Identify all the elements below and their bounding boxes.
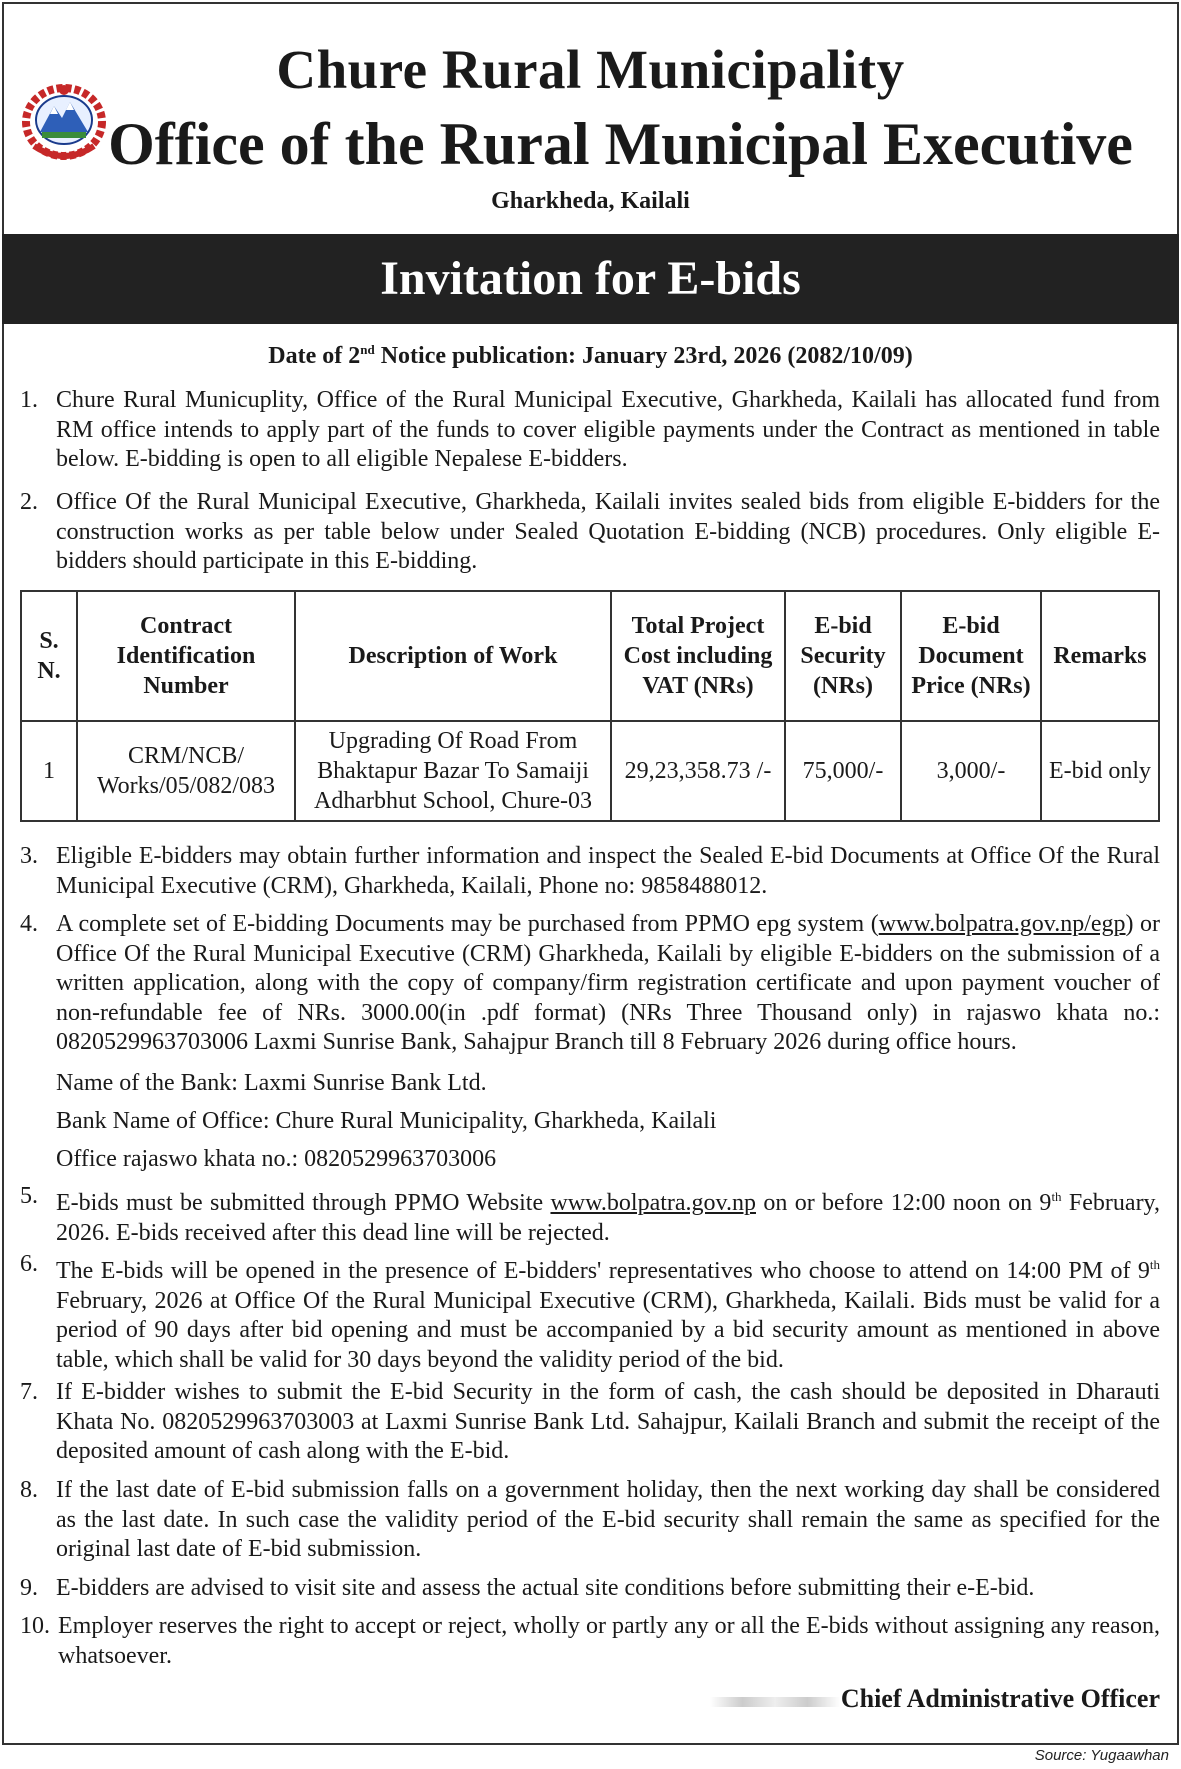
clause-8: 8. If the last date of E-bid submission falls on a government holiday, then the next working day shall be considered as the last date. In such case the validity period of the E-bid security shall remain the same as specified for the original last date of E-bid submission. (20, 1477, 1160, 1562)
cell-description: Upgrading Of Road From Bhaktapur Bazar To Samaiji Adharbhut School, Chure-03 (295, 721, 611, 821)
table-header-row (21, 591, 1159, 721)
table-row (21, 721, 1159, 821)
cell-contract-id: CRM/NCB/ Works/05/082/083 (77, 721, 295, 821)
clause-6: 6. The E-bids will be opened in the presence of E-bidders' representatives who choose to attend on 14:00 PM of 9th February, 2026 at Office Of the Rural Municipal Executive (CRM), Gharkheda, Kailali. Bids must be valid for a period of 90 days after bid opening and must be accompanied by a bid security amount as mentioned in above table, which shall be valid for 30 days beyond the validity period of the bid. (20, 1251, 1160, 1373)
municipality-name: Chure Rural Municipality (276, 39, 905, 100)
clause-2: 2. Office Of the Rural Municipal Executive, Gharkheda, Kailali invites sealed bids from eligible E-bidders for the construction works as per table below under Sealed Quotation E-bidding (NCB) procedures. Only eligible E-bidders should participate in this E-bidding. (20, 489, 1160, 574)
clause-10: 10. Employer reserves the right to accept or reject, wholly or partly any or all the E-bids without assigning any reason, whatsoever. (20, 1613, 1160, 1669)
col-description: Description of Work (295, 591, 611, 721)
invitation-banner: Invitation for E-bids (2, 234, 1179, 324)
clause-9: 9. E-bidders are advised to visit site and assess the actual site conditions before submitting their e-E-bid. (20, 1575, 1035, 1601)
bolpatra-link[interactable]: www.bolpatra.gov.np (550, 1190, 756, 1216)
signatory-title: Chief Administrative Officer (840, 1684, 1160, 1713)
notice-date: Date of 2nd Notice publication: January 23rd, 2026 (2082/10/09) (268, 342, 913, 369)
clause-7: 7. If E-bidder wishes to submit the E-bid Security in the form of cash, the cash should be deposited in Dharauti Khata No. 0820529963703003 at Laxmi Sunrise Bank Ltd. Sahajpur, Kailali Branch and submit the receipt of the deposited amount of cash along with the E-bid. (20, 1379, 1160, 1464)
clause-5: 5. E-bids must be submitted through PPMO Website www.bolpatra.gov.np on or before 12:00 noon on 9th February, 2026. E-bids received after this dead line will be rejected. (20, 1183, 1160, 1246)
bolpatra-egp-link[interactable]: www.bolpatra.gov.np/egp (878, 911, 1126, 937)
clause-3: 3. Eligible E-bidders may obtain further information and inspect the Sealed E-bid Documents at Office Of the Rural Municipal Executive (CRM), Gharkheda, Kailali, Phone no: 9858488012. (20, 843, 1160, 899)
cell-total-cost: 29,23,358.73 /- (611, 721, 785, 821)
cell-sn: 1 (21, 721, 77, 821)
cell-document-price: 3,000/- (901, 721, 1041, 821)
clause-4: 4. A complete set of E-bidding Documents may be purchased from PPMO epg system (www.bolpatra.gov.np/egp) or Office Of the Rural Municipal Executive (CRM) Gharkheda, Kailali by eligible E-bidders on the submission of a written application, along with the copy of company/firm registration certificate and upon payment voucher of non-refundable fee of NRs. 3000.00(in .pdf format) (NRs Three Thousand only) in rajaswo khata no.: 0820529963703006 Laxmi Sunrise Bank, Sahajpur Branch till 8 February 2026 during office hours. (20, 911, 1161, 1055)
clause-1: 1. Chure Rural Municuplity, Office of the Rural Municipal Executive, Gharkheda, Kailali has allocated fund from RM office intends to apply part of the funds to cover eligible payments under the Contract as mentioned in table below. E-bidding is open to all eligible Nepalese E-bidders. (20, 387, 1160, 472)
office-name: Office of the Rural Municipal Executive (108, 111, 1133, 177)
bank-name: Name of the Bank: Laxmi Sunrise Bank Ltd. (56, 1070, 487, 1096)
col-contract-id: Contract Identification Number (77, 591, 295, 721)
col-sn: S. N. (21, 591, 77, 721)
signature-mark (710, 1697, 840, 1707)
cell-bid-security: 75,000/- (785, 721, 901, 821)
col-total-cost: Total Project Cost including VAT (NRs) (611, 591, 785, 721)
cell-remarks: E-bid only (1041, 721, 1159, 821)
bid-table (20, 590, 1160, 822)
col-bid-security: E-bid Security (NRs) (785, 591, 901, 721)
source-credit: Source: Yugaawhan (1034, 1747, 1169, 1764)
col-remarks: Remarks (1041, 591, 1159, 721)
office-khata-number: Office rajaswo khata no.: 0820529963703006 (56, 1146, 497, 1172)
office-location: Gharkheda, Kailali (491, 188, 690, 214)
col-document-price: E-bid Document Price (NRs) (901, 591, 1041, 721)
bank-office-name: Bank Name of Office: Chure Rural Municipality, Gharkheda, Kailali (56, 1108, 717, 1134)
